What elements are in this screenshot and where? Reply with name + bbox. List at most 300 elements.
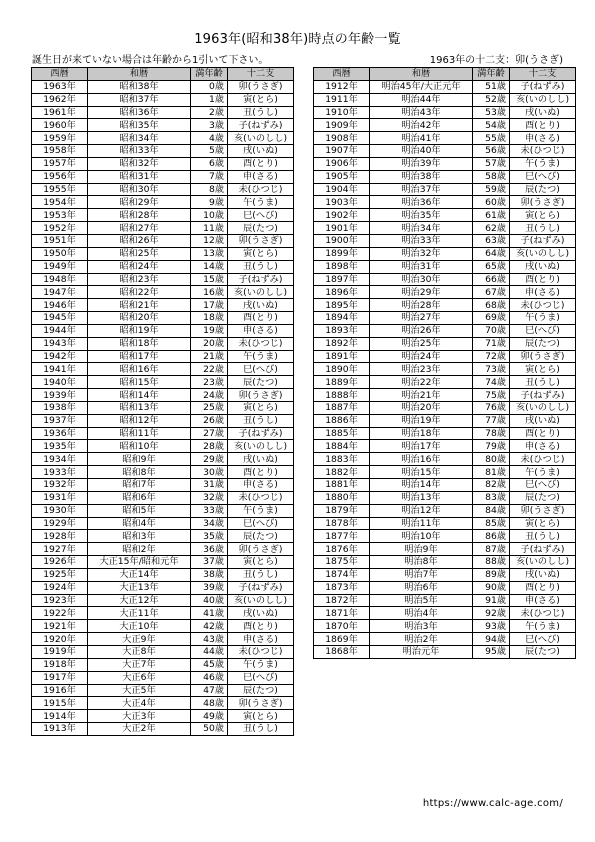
cell-age: 91歳: [473, 594, 510, 607]
cell-zodiac: 戌(いぬ): [228, 453, 294, 466]
cell-western-year: 1894年: [314, 312, 370, 325]
cell-japanese-era: 明治35年: [370, 209, 473, 222]
table-row: [32, 440, 294, 453]
cell-age: 61歳: [473, 209, 510, 222]
cell-zodiac: 寅(とら): [228, 710, 294, 723]
cell-western-year: 1892年: [314, 337, 370, 350]
cell-zodiac: 申(さる): [510, 594, 576, 607]
cell-japanese-era: 昭和7年: [88, 479, 191, 492]
cell-zodiac: 酉(とり): [228, 157, 294, 170]
cell-western-year: 1896年: [314, 286, 370, 299]
table-row: [32, 414, 294, 427]
cell-western-year: 1878年: [314, 517, 370, 530]
table-row: [314, 620, 576, 633]
table-row: [32, 170, 294, 183]
cell-western-year: 1959年: [32, 132, 88, 145]
cell-western-year: 1952年: [32, 222, 88, 235]
cell-age: 18歳: [191, 312, 228, 325]
cell-zodiac: 卯(うさぎ): [228, 389, 294, 402]
cell-japanese-era: 明治18年: [370, 427, 473, 440]
cell-age: 65歳: [473, 260, 510, 273]
cell-western-year: 1950年: [32, 247, 88, 260]
cell-japanese-era: 明治24年: [370, 350, 473, 363]
table-row: [32, 581, 294, 594]
table-row: [32, 633, 294, 646]
cell-japanese-era: 昭和35年: [88, 119, 191, 132]
cell-age: 82歳: [473, 479, 510, 492]
cell-zodiac: 子(ねずみ): [510, 543, 576, 556]
table-row: [32, 568, 294, 581]
table-row: [314, 504, 576, 517]
cell-western-year: 1887年: [314, 401, 370, 414]
cell-age: 68歳: [473, 299, 510, 312]
cell-western-year: 1884年: [314, 440, 370, 453]
table-row: [32, 324, 294, 337]
cell-age: 95歳: [473, 645, 510, 658]
table-row: [314, 414, 576, 427]
table-row: [314, 299, 576, 312]
cell-age: 51歳: [473, 80, 510, 93]
cell-age: 92歳: [473, 607, 510, 620]
cell-western-year: 1946年: [32, 299, 88, 312]
cell-japanese-era: 明治33年: [370, 234, 473, 247]
cell-japanese-era: 昭和15年: [88, 376, 191, 389]
cell-japanese-era: 明治13年: [370, 491, 473, 504]
cell-age: 59歳: [473, 183, 510, 196]
cell-age: 94歳: [473, 633, 510, 646]
cell-age: 24歳: [191, 389, 228, 402]
cell-japanese-era: 昭和14年: [88, 389, 191, 402]
cell-age: 39歳: [191, 581, 228, 594]
cell-zodiac: 辰(たつ): [228, 684, 294, 697]
cell-zodiac: 丑(うし): [510, 222, 576, 235]
cell-western-year: 1900年: [314, 234, 370, 247]
table-row: [314, 440, 576, 453]
cell-age: 52歳: [473, 93, 510, 106]
table-row: [314, 645, 576, 658]
cell-age: 44歳: [191, 645, 228, 658]
age-table-left: [31, 67, 294, 736]
cell-zodiac: 卯(うさぎ): [228, 543, 294, 556]
cell-zodiac: 巳(へび): [510, 170, 576, 183]
cell-japanese-era: 昭和33年: [88, 145, 191, 158]
cell-japanese-era: 昭和10年: [88, 440, 191, 453]
cell-zodiac: 亥(いのしし): [228, 594, 294, 607]
table-row: [32, 607, 294, 620]
cell-japanese-era: 昭和26年: [88, 234, 191, 247]
table-row: [314, 157, 576, 170]
cell-japanese-era: 大正7年: [88, 658, 191, 671]
table-row: [314, 633, 576, 646]
cell-western-year: 1929年: [32, 517, 88, 530]
table-row: [32, 183, 294, 196]
cell-western-year: 1935年: [32, 440, 88, 453]
cell-age: 46歳: [191, 671, 228, 684]
cell-japanese-era: 大正6年: [88, 671, 191, 684]
table-row: [32, 671, 294, 684]
cell-japanese-era: 大正14年: [88, 568, 191, 581]
cell-zodiac: 酉(とり): [510, 581, 576, 594]
cell-age: 15歳: [191, 273, 228, 286]
cell-western-year: 1897年: [314, 273, 370, 286]
table-row: [314, 132, 576, 145]
cell-western-year: 1947年: [32, 286, 88, 299]
cell-age: 16歳: [191, 286, 228, 299]
table-row: [32, 517, 294, 530]
cell-japanese-era: 明治10年: [370, 530, 473, 543]
cell-zodiac: 寅(とら): [228, 556, 294, 569]
table-row: [32, 504, 294, 517]
cell-zodiac: 子(ねずみ): [228, 273, 294, 286]
cell-age: 19歳: [191, 324, 228, 337]
cell-japanese-era: 昭和8年: [88, 466, 191, 479]
cell-western-year: 1870年: [314, 620, 370, 633]
cell-age: 34歳: [191, 517, 228, 530]
cell-age: 17歳: [191, 299, 228, 312]
cell-zodiac: 戌(いぬ): [510, 568, 576, 581]
table-row: [32, 530, 294, 543]
cell-age: 47歳: [191, 684, 228, 697]
cell-western-year: 1883年: [314, 453, 370, 466]
cell-age: 73歳: [473, 363, 510, 376]
cell-age: 12歳: [191, 234, 228, 247]
cell-zodiac: 寅(とら): [510, 209, 576, 222]
cell-zodiac: 申(さる): [228, 633, 294, 646]
cell-japanese-era: 明治22年: [370, 376, 473, 389]
cell-western-year: 1879年: [314, 504, 370, 517]
cell-zodiac: 未(ひつじ): [228, 645, 294, 658]
table-row: [32, 106, 294, 119]
cell-age: 45歳: [191, 658, 228, 671]
cell-japanese-era: 明治25年: [370, 337, 473, 350]
cell-zodiac: 酉(とり): [228, 620, 294, 633]
cell-western-year: 1922年: [32, 607, 88, 620]
cell-age: 60歳: [473, 196, 510, 209]
cell-zodiac: 午(うま): [510, 466, 576, 479]
cell-zodiac: 亥(いのしし): [228, 286, 294, 299]
cell-japanese-era: 大正4年: [88, 697, 191, 710]
cell-zodiac: 申(さる): [228, 170, 294, 183]
cell-japanese-era: 明治20年: [370, 401, 473, 414]
cell-japanese-era: 明治41年: [370, 132, 473, 145]
cell-western-year: 1898年: [314, 260, 370, 273]
cell-western-year: 1895年: [314, 299, 370, 312]
cell-japanese-era: 明治11年: [370, 517, 473, 530]
cell-age: 43歳: [191, 633, 228, 646]
cell-japanese-era: 昭和25年: [88, 247, 191, 260]
cell-zodiac: 卯(うさぎ): [228, 697, 294, 710]
cell-zodiac: 巳(へび): [510, 324, 576, 337]
cell-western-year: 1904年: [314, 183, 370, 196]
cell-western-year: 1948年: [32, 273, 88, 286]
cell-japanese-era: 明治7年: [370, 568, 473, 581]
table-row: [32, 119, 294, 132]
cell-zodiac: 子(ねずみ): [228, 427, 294, 440]
cell-western-year: 1918年: [32, 658, 88, 671]
cell-western-year: 1925年: [32, 568, 88, 581]
cell-age: 74歳: [473, 376, 510, 389]
cell-japanese-era: 昭和4年: [88, 517, 191, 530]
cell-zodiac: 酉(とり): [228, 466, 294, 479]
cell-japanese-era: 昭和30年: [88, 183, 191, 196]
cell-japanese-era: 昭和2年: [88, 543, 191, 556]
cell-japanese-era: 昭和3年: [88, 530, 191, 543]
cell-age: 14歳: [191, 260, 228, 273]
cell-western-year: 1913年: [32, 723, 88, 736]
cell-japanese-era: 昭和11年: [88, 427, 191, 440]
header-age: 満年齢: [191, 68, 228, 81]
cell-western-year: 1915年: [32, 697, 88, 710]
cell-age: 50歳: [191, 723, 228, 736]
table-row: [32, 350, 294, 363]
table-row: [314, 607, 576, 620]
cell-western-year: 1949年: [32, 260, 88, 273]
cell-western-year: 1962年: [32, 93, 88, 106]
cell-age: 55歳: [473, 132, 510, 145]
cell-zodiac: 丑(うし): [228, 414, 294, 427]
cell-western-year: 1939年: [32, 389, 88, 402]
table-row: [32, 260, 294, 273]
cell-zodiac: 戌(いぬ): [510, 260, 576, 273]
cell-western-year: 1868年: [314, 645, 370, 658]
cell-age: 72歳: [473, 350, 510, 363]
cell-zodiac: 丑(うし): [228, 260, 294, 273]
cell-japanese-era: 明治6年: [370, 581, 473, 594]
cell-japanese-era: 明治4年: [370, 607, 473, 620]
cell-zodiac: 丑(うし): [228, 723, 294, 736]
cell-japanese-era: 明治30年: [370, 273, 473, 286]
cell-japanese-era: 昭和36年: [88, 106, 191, 119]
cell-western-year: 1885年: [314, 427, 370, 440]
cell-japanese-era: 昭和23年: [88, 273, 191, 286]
cell-western-year: 1869年: [314, 633, 370, 646]
table-row: [314, 453, 576, 466]
cell-zodiac: 午(うま): [510, 157, 576, 170]
cell-western-year: 1888年: [314, 389, 370, 402]
cell-japanese-era: 昭和27年: [88, 222, 191, 235]
cell-zodiac: 戌(いぬ): [228, 299, 294, 312]
table-row: [314, 568, 576, 581]
cell-western-year: 1954年: [32, 196, 88, 209]
table-row: [314, 427, 576, 440]
cell-western-year: 1926年: [32, 556, 88, 569]
cell-age: 10歳: [191, 209, 228, 222]
cell-japanese-era: 明治37年: [370, 183, 473, 196]
table-row: [314, 389, 576, 402]
table-row: [314, 543, 576, 556]
cell-japanese-era: 明治40年: [370, 145, 473, 158]
cell-japanese-era: 昭和13年: [88, 401, 191, 414]
header-age: 満年齢: [473, 68, 510, 81]
cell-age: 67歳: [473, 286, 510, 299]
cell-zodiac: 亥(いのしし): [228, 132, 294, 145]
cell-zodiac: 酉(とり): [510, 273, 576, 286]
table-row: [32, 363, 294, 376]
cell-japanese-era: 明治23年: [370, 363, 473, 376]
cell-japanese-era: 明治16年: [370, 453, 473, 466]
table-row: [314, 286, 576, 299]
cell-age: 3歳: [191, 119, 228, 132]
cell-zodiac: 戌(いぬ): [510, 106, 576, 119]
cell-age: 78歳: [473, 427, 510, 440]
table-row: [32, 157, 294, 170]
cell-japanese-era: 明治38年: [370, 170, 473, 183]
cell-zodiac: 未(ひつじ): [228, 491, 294, 504]
cell-western-year: 1914年: [32, 710, 88, 723]
cell-age: 27歳: [191, 427, 228, 440]
cell-japanese-era: 昭和22年: [88, 286, 191, 299]
cell-zodiac: 亥(いのしし): [510, 247, 576, 260]
cell-western-year: 1889年: [314, 376, 370, 389]
cell-western-year: 1919年: [32, 645, 88, 658]
cell-zodiac: 辰(たつ): [510, 645, 576, 658]
table-row: [314, 363, 576, 376]
table-row: [314, 106, 576, 119]
cell-japanese-era: 明治42年: [370, 119, 473, 132]
cell-age: 23歳: [191, 376, 228, 389]
cell-zodiac: 丑(うし): [510, 376, 576, 389]
cell-western-year: 1873年: [314, 581, 370, 594]
cell-western-year: 1882年: [314, 466, 370, 479]
cell-age: 85歳: [473, 517, 510, 530]
cell-western-year: 1927年: [32, 543, 88, 556]
table-row: [32, 93, 294, 106]
cell-japanese-era: 昭和38年: [88, 80, 191, 93]
cell-zodiac: 戌(いぬ): [228, 607, 294, 620]
cell-western-year: 1872年: [314, 594, 370, 607]
cell-japanese-era: 昭和37年: [88, 93, 191, 106]
table-row: [314, 466, 576, 479]
cell-age: 36歳: [191, 543, 228, 556]
cell-western-year: 1963年: [32, 80, 88, 93]
cell-japanese-era: 大正5年: [88, 684, 191, 697]
cell-japanese-era: 大正10年: [88, 620, 191, 633]
cell-age: 40歳: [191, 594, 228, 607]
cell-japanese-era: 明治元年: [370, 645, 473, 658]
cell-japanese-era: 明治21年: [370, 389, 473, 402]
cell-age: 63歳: [473, 234, 510, 247]
cell-zodiac: 子(ねずみ): [510, 234, 576, 247]
table-row: [314, 376, 576, 389]
cell-zodiac: 申(さる): [228, 324, 294, 337]
cell-zodiac: 丑(うし): [510, 530, 576, 543]
header-japanese-era: 和暦: [88, 68, 191, 81]
cell-age: 86歳: [473, 530, 510, 543]
cell-western-year: 1944年: [32, 324, 88, 337]
cell-western-year: 1893年: [314, 324, 370, 337]
cell-western-year: 1910年: [314, 106, 370, 119]
header-japanese-era: 和暦: [370, 68, 473, 81]
cell-western-year: 1908年: [314, 132, 370, 145]
cell-zodiac: 午(うま): [228, 196, 294, 209]
cell-zodiac: 亥(いのしし): [228, 440, 294, 453]
cell-western-year: 1901年: [314, 222, 370, 235]
table-row: [314, 324, 576, 337]
table-row: [32, 453, 294, 466]
cell-age: 42歳: [191, 620, 228, 633]
cell-western-year: 1951年: [32, 234, 88, 247]
cell-japanese-era: 昭和6年: [88, 491, 191, 504]
cell-western-year: 1928年: [32, 530, 88, 543]
cell-age: 87歳: [473, 543, 510, 556]
cell-zodiac: 辰(たつ): [228, 530, 294, 543]
cell-age: 75歳: [473, 389, 510, 402]
cell-zodiac: 子(ねずみ): [510, 389, 576, 402]
cell-age: 66歳: [473, 273, 510, 286]
table-row: [32, 401, 294, 414]
cell-japanese-era: 昭和17年: [88, 350, 191, 363]
table-row: [314, 401, 576, 414]
cell-age: 37歳: [191, 556, 228, 569]
cell-age: 2歳: [191, 106, 228, 119]
table-row: [314, 196, 576, 209]
cell-japanese-era: 昭和16年: [88, 363, 191, 376]
cell-age: 49歳: [191, 710, 228, 723]
cell-western-year: 1943年: [32, 337, 88, 350]
cell-age: 35歳: [191, 530, 228, 543]
birthday-note: 誕生日が来ていない場合は年齢から1引いて下さい。: [32, 55, 269, 66]
cell-zodiac: 寅(とら): [228, 247, 294, 260]
cell-western-year: 1940年: [32, 376, 88, 389]
cell-zodiac: 亥(いのしし): [510, 556, 576, 569]
cell-japanese-era: 明治31年: [370, 260, 473, 273]
header-zodiac: 十二支: [510, 68, 576, 81]
cell-zodiac: 卯(うさぎ): [228, 80, 294, 93]
cell-zodiac: 申(さる): [510, 286, 576, 299]
table-row: [32, 466, 294, 479]
cell-zodiac: 申(さる): [510, 132, 576, 145]
cell-japanese-era: 昭和12年: [88, 414, 191, 427]
cell-western-year: 1960年: [32, 119, 88, 132]
cell-japanese-era: 明治19年: [370, 414, 473, 427]
table-row: [314, 594, 576, 607]
table-row: [32, 80, 294, 93]
cell-zodiac: 巳(へび): [510, 633, 576, 646]
table-row: [32, 620, 294, 633]
cell-western-year: 1911年: [314, 93, 370, 106]
cell-western-year: 1905年: [314, 170, 370, 183]
table-row: [32, 222, 294, 235]
cell-western-year: 1881年: [314, 479, 370, 492]
table-row: [32, 247, 294, 260]
table-row: [314, 145, 576, 158]
cell-western-year: 1957年: [32, 157, 88, 170]
cell-japanese-era: 昭和29年: [88, 196, 191, 209]
cell-age: 21歳: [191, 350, 228, 363]
table-row: [314, 183, 576, 196]
table-row: [314, 530, 576, 543]
cell-age: 76歳: [473, 401, 510, 414]
table-header-row: [314, 68, 576, 81]
cell-zodiac: 卯(うさぎ): [228, 234, 294, 247]
cell-western-year: 1961年: [32, 106, 88, 119]
cell-age: 64歳: [473, 247, 510, 260]
table-row: [314, 350, 576, 363]
cell-western-year: 1933年: [32, 466, 88, 479]
cell-age: 89歳: [473, 568, 510, 581]
cell-japanese-era: 明治15年: [370, 466, 473, 479]
cell-age: 26歳: [191, 414, 228, 427]
cell-zodiac: 午(うま): [228, 350, 294, 363]
cell-zodiac: 巳(へび): [228, 671, 294, 684]
table-row: [314, 260, 576, 273]
table-row: [32, 479, 294, 492]
cell-japanese-era: 明治5年: [370, 594, 473, 607]
table-row: [314, 273, 576, 286]
cell-zodiac: 未(ひつじ): [228, 337, 294, 350]
table-row: [32, 697, 294, 710]
cell-zodiac: 申(さる): [228, 479, 294, 492]
